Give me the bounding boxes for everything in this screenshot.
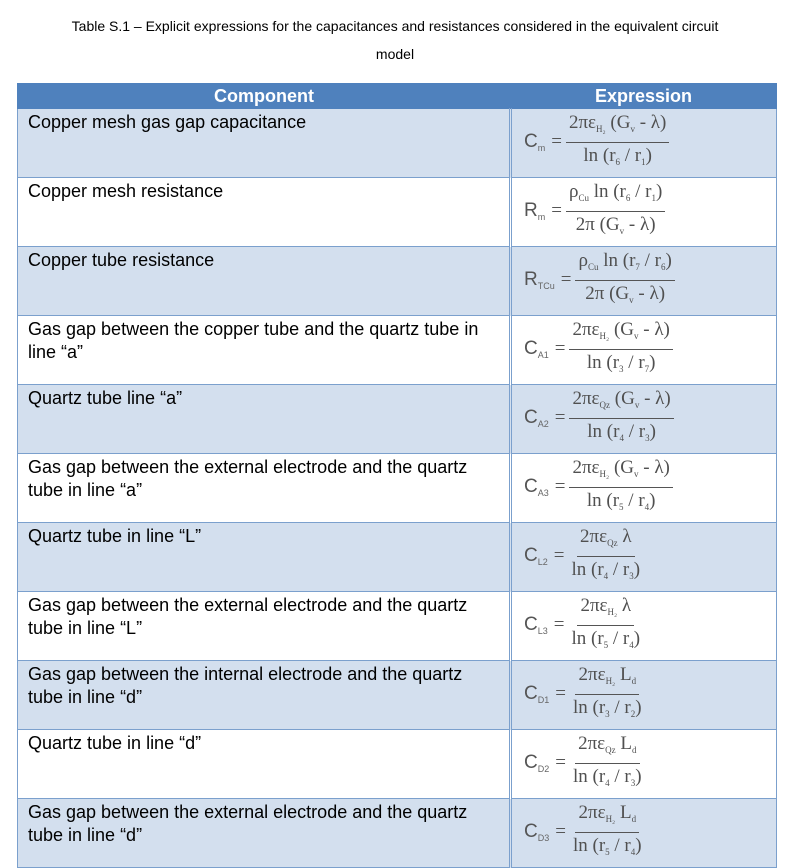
fraction-numerator: $\rho_{Cu}$ $\ln (r_7 / r_6)$	[575, 248, 674, 281]
caption-line-2: model	[375, 46, 415, 62]
formula	[512, 109, 776, 175]
component-cell: Gas gap between the external electrode and the quartz tube in line “d”	[18, 799, 511, 868]
fraction-denominator: $\ln (r_5 / r_4)$	[571, 627, 641, 650]
component-cell: Gas gap between the internal electrode and the quartz tube in line “d”	[18, 661, 511, 730]
equals-sign: =	[551, 131, 562, 152]
fraction	[566, 179, 665, 244]
fraction-numerator: $2\pi\varepsilon_{H_2}$ $(G_v - \lambda)$	[566, 110, 669, 143]
expression-cell	[511, 178, 777, 247]
expression-cell	[511, 454, 777, 523]
header-expression: Expression	[511, 84, 777, 109]
fraction-denominator: $\ln (r_4 / r_3)$	[572, 765, 642, 788]
equals-sign: =	[554, 338, 566, 359]
formula-symbol: $C_{A3}$	[524, 476, 549, 498]
formula-symbol: $R_{TCu}$	[524, 269, 555, 291]
table-row	[18, 730, 777, 799]
component-cell: Gas gap between the external electrode and the quartz tube in line “L”	[18, 592, 511, 661]
expression-cell	[511, 523, 777, 592]
table-row	[18, 661, 777, 730]
table-row	[18, 523, 777, 592]
equals-sign: =	[560, 269, 572, 290]
fraction-numerator: $2\pi\varepsilon_{H_2}$ $L_d$	[575, 662, 639, 695]
formula-symbol: $C_{L3}$	[524, 614, 548, 636]
formula	[512, 730, 776, 796]
table-header-row	[18, 84, 777, 109]
component-cell: Copper mesh gas gap capacitance	[18, 109, 511, 178]
equals-sign: =	[553, 614, 565, 635]
table-caption	[0, 12, 790, 68]
component-cell: Copper tube resistance	[18, 247, 511, 316]
formula-symbol: $R_m$	[524, 200, 546, 222]
equals-sign: =	[554, 476, 566, 497]
formula	[512, 454, 776, 520]
header-component: Component	[18, 84, 511, 109]
table-body	[18, 109, 777, 868]
formula	[512, 799, 776, 865]
fraction-denominator: $\ln (r_5 / r_4)$	[572, 834, 642, 857]
equals-sign: =	[555, 752, 566, 773]
expressions-table	[17, 83, 777, 868]
equals-sign: =	[551, 200, 562, 221]
fraction	[570, 731, 645, 796]
formula-symbol: $C_{D2}$	[524, 752, 550, 774]
table-row	[18, 178, 777, 247]
table-row	[18, 109, 777, 178]
fraction-numerator: $2\pi\varepsilon_{H_2}$ $(G_v - \lambda)$	[569, 455, 672, 488]
fraction-denominator: $\ln (r_6 / r_1)$	[583, 144, 652, 167]
fraction	[566, 110, 669, 175]
caption-line-1: Table S.1 – Explicit expressions for the capacitances and resistances considered in the equivalent circuit	[71, 18, 719, 34]
component-cell: Quartz tube in line “L”	[18, 523, 511, 592]
fraction-denominator: $\ln (r_4 / r_3)$	[587, 420, 656, 443]
component-cell: Quartz tube line “a”	[18, 385, 511, 454]
fraction-numerator: $\rho_{Cu}$ $\ln (r_6 / r_1)$	[566, 179, 665, 212]
fraction-denominator: $\ln (r_3 / r_2)$	[572, 696, 642, 719]
equals-sign: =	[554, 407, 566, 428]
fraction-denominator: $\ln (r_3 / r_7)$	[586, 351, 656, 374]
component-cell: Quartz tube in line “d”	[18, 730, 511, 799]
fraction	[569, 455, 672, 520]
fraction-denominator: $\ln (r_4 / r_3)$	[571, 558, 641, 581]
component-cell: Gas gap between the external electrode and the quartz tube in line “a”	[18, 454, 511, 523]
expression-cell	[511, 247, 777, 316]
fraction-numerator: $2\pi\varepsilon_{H_2}$ $(G_v - \lambda)$	[569, 317, 672, 350]
fraction	[569, 386, 673, 451]
component-cell: Gas gap between the copper tube and the quartz tube in line “a”	[18, 316, 511, 385]
expression-cell	[511, 661, 777, 730]
fraction	[569, 317, 672, 382]
formula	[512, 247, 776, 313]
equals-sign: =	[553, 545, 565, 566]
formula	[512, 316, 776, 382]
fraction	[570, 662, 645, 727]
fraction	[575, 248, 674, 313]
formula-symbol: $C_{A2}$	[524, 407, 549, 429]
fraction-numerator: $2\pi\varepsilon_{Qz}$ λ	[577, 524, 635, 557]
formula-symbol: $C_m$	[524, 131, 546, 153]
formula	[512, 385, 776, 451]
table-row	[18, 385, 777, 454]
formula-symbol: $C_{A1}$	[524, 338, 549, 360]
fraction-denominator: 2π $(G_v - \lambda)$	[585, 282, 666, 305]
expression-cell	[511, 799, 777, 868]
fraction	[570, 800, 645, 865]
formula	[512, 178, 776, 244]
formula	[512, 661, 776, 727]
formula-symbol: $C_{L2}$	[524, 545, 548, 567]
table-row	[18, 799, 777, 868]
expression-cell	[511, 730, 777, 799]
fraction-denominator: $\ln (r_5 / r_4)$	[586, 489, 656, 512]
expression-cell	[511, 109, 777, 178]
component-cell: Copper mesh resistance	[18, 178, 511, 247]
expression-cell	[511, 385, 777, 454]
formula-symbol: $C_{D3}$	[524, 821, 550, 843]
expression-cell	[511, 316, 777, 385]
fraction-numerator: $2\pi\varepsilon_{Qz}$ $L_d$	[575, 731, 639, 764]
formula	[512, 523, 776, 589]
formula-symbol: $C_{D1}$	[524, 683, 550, 705]
table-row	[18, 592, 777, 661]
fraction	[568, 593, 643, 658]
formula	[512, 592, 776, 658]
equals-sign: =	[555, 683, 566, 704]
fraction-numerator: $2\pi\varepsilon_{Qz}$ $(G_v - \lambda)$	[569, 386, 673, 419]
table-row	[18, 247, 777, 316]
expression-cell	[511, 592, 777, 661]
equals-sign: =	[555, 821, 566, 842]
fraction-numerator: $2\pi\varepsilon_{H_2}$ λ	[577, 593, 634, 626]
table-row	[18, 454, 777, 523]
fraction	[568, 524, 643, 589]
fraction-denominator: 2π $(G_v - \lambda)$	[575, 213, 656, 236]
table-row	[18, 316, 777, 385]
fraction-numerator: $2\pi\varepsilon_{H_2}$ $L_d$	[575, 800, 639, 833]
